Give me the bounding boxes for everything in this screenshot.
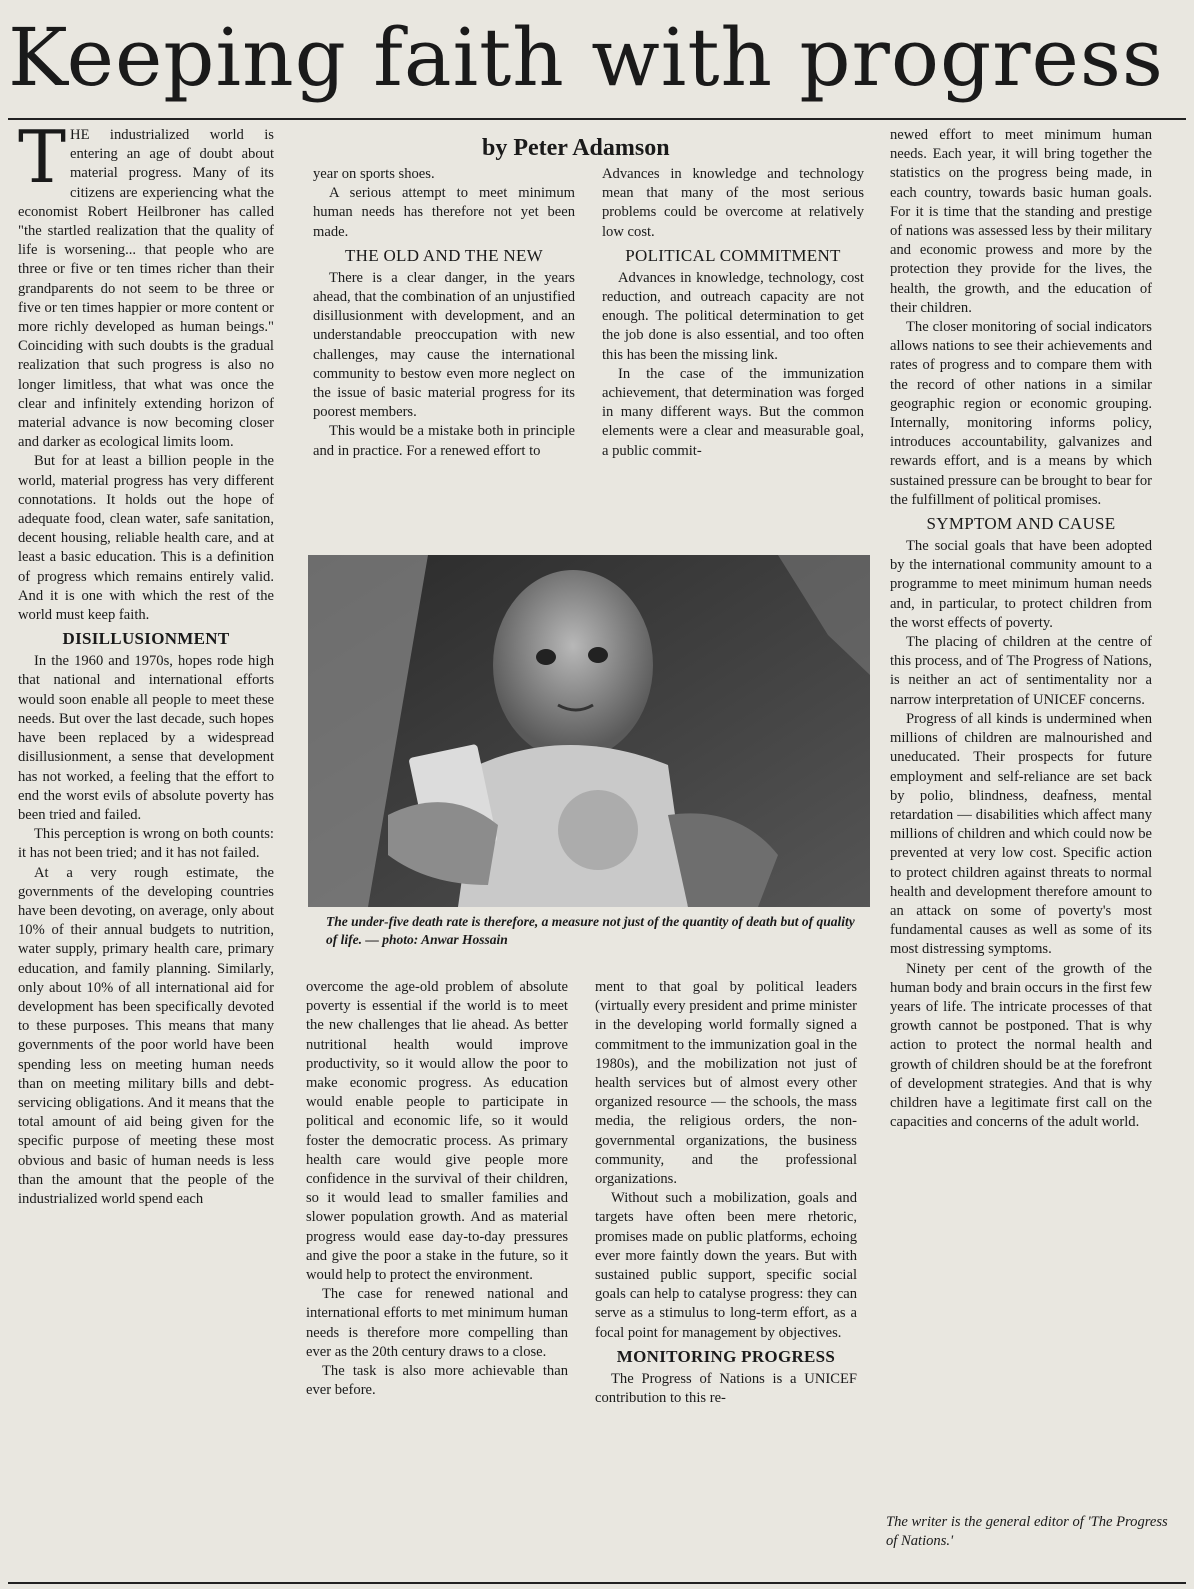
paragraph: There is a clear danger, in the years ahead, that the combination of an unjustified disillusionment with development, and an understandable preoccupation with new challenges, may cause the international community to bestow even more neglect on the issue of basic material progress for its poorest members.: [313, 269, 575, 421]
drop-cap: T: [18, 126, 67, 199]
photo-credit: — photo: Anwar Hossain: [365, 932, 508, 947]
paragraph: In the case of the immunization achievement, that determination was forged in many different ways. But the common elements were a clear and measurable goal, a public commit-: [602, 365, 864, 459]
paragraph: The Progress of Nations is a UNICEF contribution to this re-: [595, 1370, 857, 1407]
paragraph: ment to that goal by political leaders (virtually every president and prime minister in the developing world formally signed a commitment to the immunization goal in the 1980s), and the mobilization not just of health services but of almost every other organized resource — the schools, the mass media, the religious orders, the non-governmental organizations, the business community, and the professional organizations.: [595, 979, 857, 1188]
column-1: [18, 126, 274, 1581]
subheading-symptom-and-cause: SYMPTOM AND CAUSE: [926, 514, 1116, 534]
headline-rule: [8, 118, 1186, 120]
paragraph: The closer monitoring of social indicators allows nations to see their achievements and rates of progress and to compare them with the record of other nations in a similar geographic region or economic grouping. Internally, monitoring informs policy, introduces accountability, galvanizes and rewards effort, and is a means by which sustained pressure can be brought to bear for the fulfillment of political promises.: [890, 319, 1152, 508]
paragraph: Ninety per cent of the growth of the human body and brain occurs in the first few years of life. The intricate processes of that growth cannot be postponed. That is why action to protect the normal health and growth of children should be at the forefront of development strategies. And that is why children have a legitimate first call on the capacities and concerns of the adult world.: [890, 960, 1152, 1131]
paragraph: Progress of all kinds is undermined when millions of children are malnourished and uneducated. Their prospects for future employment and self-reliance are set back by polio, blindness, deafness, mental retardation — disabilities which affect many millions of children and which could now be prevented at very low cost. Specific action to protect children against threats to normal health and development therefore amount to an attack on some of poverty's most fundamental causes as well as some of its most distressing symptoms.: [890, 710, 1152, 958]
paragraph: Without such a mobilization, goals and targets have often been mere rhetoric, promises made on public platforms, echoing ever more faintly down the years. But with sustained public support, specific social goals can help to catalyse progress: they can serve as a stimulus to long-term effort, as a focal point for management by objectives.: [595, 1190, 857, 1341]
headline: Keeping faith with progress: [8, 11, 1164, 104]
writer-note: The writer is the general editor of 'The Progress of Nations.': [886, 1514, 1168, 1549]
byline: by Peter Adamson: [482, 135, 670, 161]
paragraph: Advances in knowledge, technology, cost reduction, and outreach capacity are not enough. The political determination to get the job done is also essential, and too often this has been the missing link.: [602, 269, 864, 363]
subheading-disillusionment: DISILLUSIONMENT: [62, 629, 230, 649]
paragraph: newed effort to meet minimum human needs. Each year, it will bring together the statistics on the progress being made, in each country, towards basic human goals. For it is time that the standing and prestige of nations was assessed less by their military and economic prowess and more by the protection they provide for the lives, the health, the growth, and the education of their children.: [890, 127, 1152, 316]
photo-image: [308, 555, 870, 907]
paragraph: A serious attempt to meet minimum human needs has therefore not yet been made.: [313, 185, 575, 240]
paragraph: Advances in knowledge and technology mean that many of the most serious problems could be overcome at relatively low cost.: [602, 166, 864, 240]
caption-text: The under-five death rate is therefore, a measure not just of the quantity of death but of quality of life.: [326, 914, 855, 947]
paragraph: But for at least a billion people in the world, material progress has very different connotations. It holds out the hope of adequate food, clean water, safe sanitation, decent housing, reliable health care, and at least a basic education. This is a definition of progress which remains entirely valid. And it is one with which the rest of the world must keep faith.: [18, 453, 274, 624]
paragraph: overcome the age-old problem of absolute poverty is essential if the world is to meet the new challenges that lie ahead. As better nutritional health would improve productivity, so it would allow the poor to make economic progress. As education would enable people to participate in political and economic life, so it would foster the democratic process. As primary health care would give people more confidence in the survival of their children, so it would lead to smaller families and slower population growth. And as material progress would ease day-to-day pressures and give the poor a stake in the future, so it would help to protect the environment.: [306, 979, 568, 1284]
paragraph: This would be a mistake both in principle and in practice. For a renewed effort to: [313, 423, 575, 459]
column-2-top: [313, 165, 575, 545]
photo: [308, 555, 870, 907]
column-3-bottom: [595, 978, 857, 1578]
subheading-political-commitment: POLITICAL COMMITMENT: [625, 245, 841, 265]
paragraph: The social goals that have been adopted by the international community amount to a programme to meet minimum human needs and, in particular, to protect children from the worst effects of poverty.: [890, 538, 1152, 631]
paragraph: The placing of children at the centre of this process, and of The Progress of Nations, is neither an act of sentimentality nor a narrow interpretation of UNICEF concerns.: [890, 634, 1152, 708]
paragraph: In the 1960 and 1970s, hopes rode high that national and international efforts would soon enable all people to meet these needs. But over the last decade, such hopes have been replaced by a widespread disillusionment, a sense that development has not worked, a feeling that the effort to end the worst evils of absolute poverty has been tried and failed.: [18, 653, 274, 823]
paragraph: This perception is wrong on both counts: it has not been tried; and it has not failed.: [18, 826, 274, 862]
column-3-top: [602, 165, 864, 545]
column-4: [890, 126, 1152, 1510]
paragraph: At a very rough estimate, the governments of the developing countries have been devoting, on average, only about 10% of their annual budgets to nutrition, water supply, primary health care, primary education, and family planning. Similarly, only about 10% of all international aid for development has been specifically devoted to these purposes. This means that many governments of the poor world have been spending less on meeting human needs than on meeting military bills and debt-servicing obligations. And it means that the total amount of aid being given for the specific purpose of meeting these most obvious and basic of human needs is less than the amount that the people of the industrialized world spend each: [18, 864, 274, 1207]
bottom-rule: [8, 1582, 1186, 1584]
paragraph: year on sports shoes.: [313, 166, 435, 182]
subheading-old-and-new: THE OLD AND THE NEW: [344, 245, 544, 265]
paragraph: HE industrialized world is entering an age of doubt about material progress. Many of its citizens are experiencing what the economist Robert Heilbroner has called "the startled realization that the quality of life is worsening... that people who are three or five or ten times richer than their grandparents do not seem to be three or five or ten times happier or more content or more richly developed as human beings." Coinciding with such doubts is the gradual realization that such progress is also no longer limitless, that what was once the clear and infinitely extending horizon of material advance is now becoming closer and darker as ecological limits loom.: [18, 127, 274, 451]
paragraph: The task is also more achievable than ever before.: [306, 1363, 568, 1399]
column-2-bottom: [306, 978, 568, 1578]
photo-caption: [326, 913, 856, 949]
subheading-monitoring-progress: MONITORING PROGRESS: [616, 1346, 836, 1366]
paragraph: The case for renewed national and international efforts to met minimum human needs is therefore more compelling than ever as the 20th century draws to a close.: [306, 1286, 568, 1360]
